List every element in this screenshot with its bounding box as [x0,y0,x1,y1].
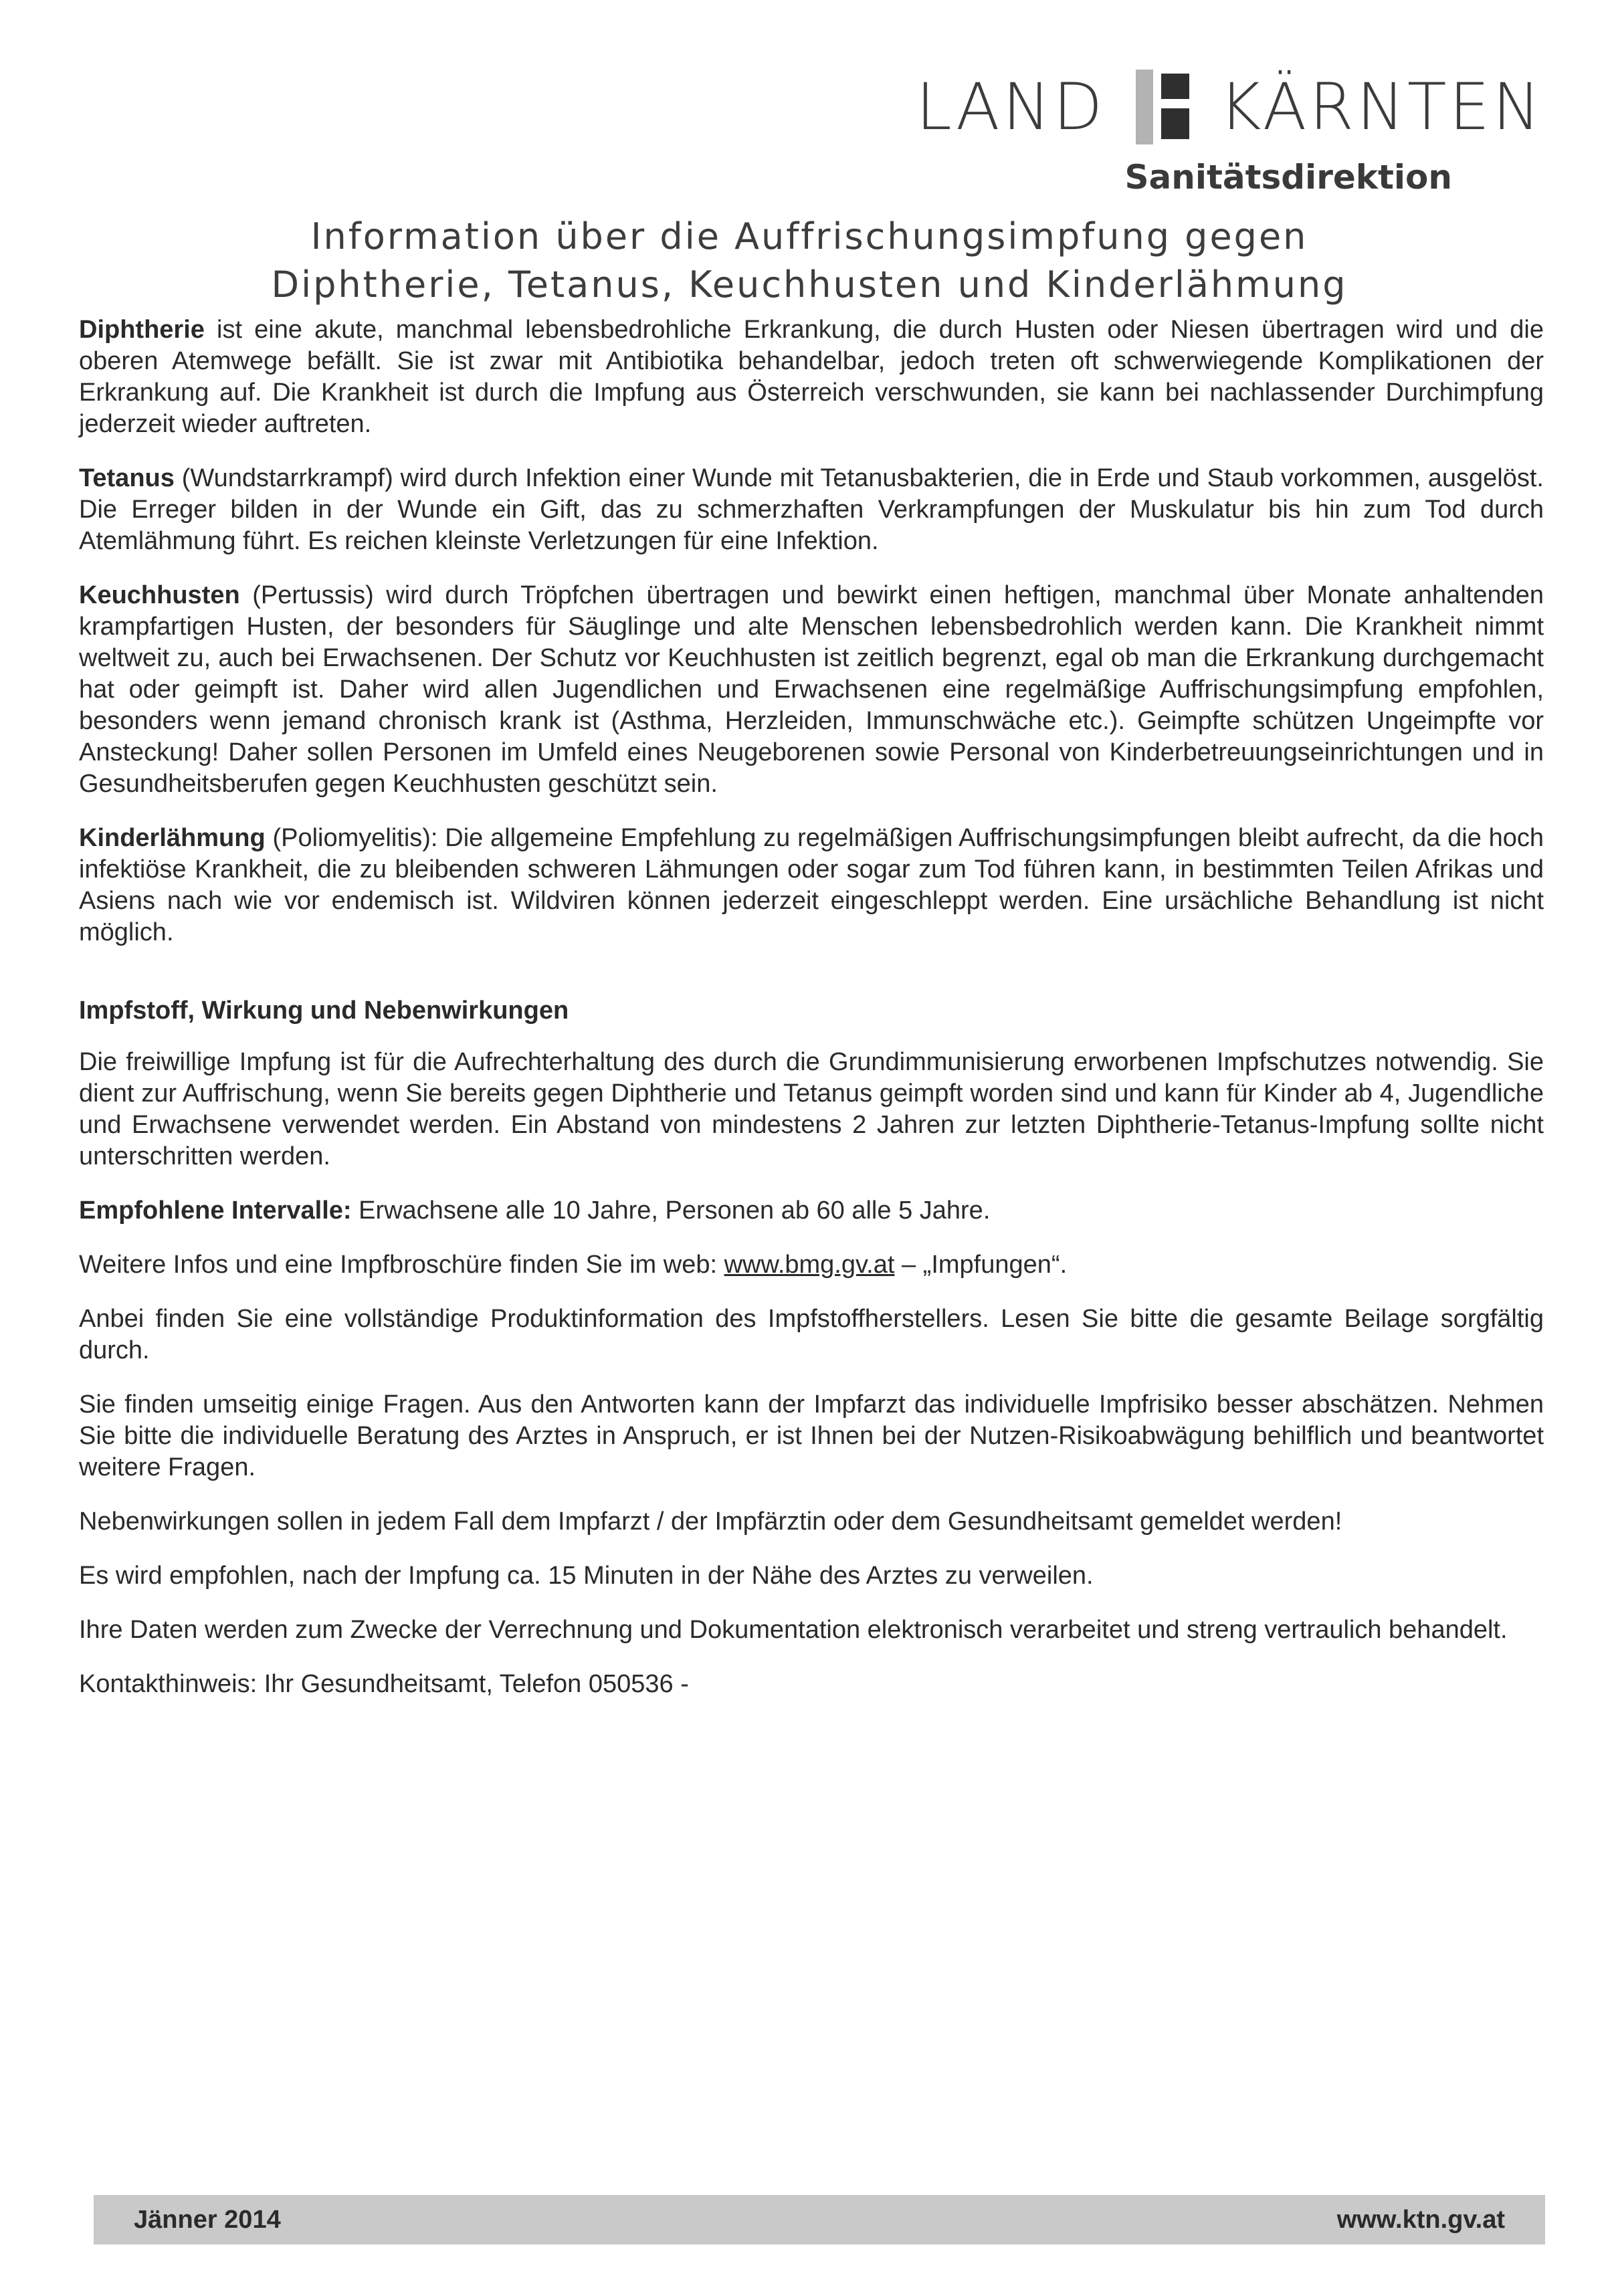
text-keuchhusten: (Pertussis) wird durch Tröpfchen übertragen und bewirkt einen heftigen, manchmal über Monate anhaltenden krampfartigen Husten, der besonders für Säuglinge und alte Menschen lebensbedrohlich werden kann. Die Krankheit nimmt weltweit zu, auch bei Erwachsenen. Der Schutz vor Keuchhusten ist zeitlich begrenzt, egal ob man die Erkrankung durchgemacht hat oder geimpft ist. Daher wird allen Jugendlichen und Erwachsenen eine regelmäßige Auffrischungsimpfung empfohlen, besonders wenn jemand chronisch krank ist (Asthma, Herzleiden, Immunschwäche etc.). Geimpfte schützen Ungeimpfte vor Ansteckung! Daher sollen Personen im Umfeld eines Neugeborenen sowie Personal von Kinderbetreuungseinrichtungen und in Gesundheitsberufen gegen Keuchhusten geschützt sein. [79,581,1544,798]
department-name: Sanitätsdirektion [1124,158,1452,197]
title-line-1: Information über die Auffrischungsimpfung gegen [310,215,1308,257]
text-tetanus: (Wundstarrkrampf) wird durch Infektion einer Wunde mit Tetanusbakterien, die in Erde und Staub vorkommen, ausgelöst. Die Erreger bilden in der Wunde ein Gift, das zu schmerzhaften Verkrampfungen der Muskulatur bis hin zum Tod durch Atemlähmung führt. Es reichen kleinste Verletzungen für eine Infektion. [79,464,1544,555]
footer-bar [94,2195,1545,2245]
more-info-suffix: – „Impfungen“. [894,1251,1068,1279]
paragraph-vaccine-intro: Die freiwillige Impfung ist für die Aufrechterhaltung des durch die Grundimmunisierung erworbenen Impfschutzes notwendig. Sie dient zur Auffrischung, wenn Sie bereits gegen Diphtherie und Tetanus geimpft worden sind und kann für Kinder ab 4, Jugendliche und Erwachsene verwendet werden. Ein Abstand von mindestens 2 Jahren zur letzten Diphtherie-Tetanus-Impfung sollte nicht unterschritten werden. [79,1048,1544,1170]
section-heading-vaccine: Impfstoff, Wirkung und Nebenwirkungen [79,997,569,1025]
term-keuchhusten: Keuchhusten [79,581,240,609]
paragraph-more-info [79,1249,1544,1281]
logo-text-land: LAND [916,70,1106,144]
paragraph-keuchhusten [79,580,1544,800]
paragraph-wait: Es wird empfohlen, nach der Impfung ca. 15 Minuten in der Nähe des Arztes zu verweilen. [79,1562,1094,1590]
paragraph-product-info: Anbei finden Sie eine vollständige Produktinformation des Impfstoffherstellers. Lesen Sie bitte die gesamte Beilage sorgfältig durch. [79,1305,1544,1364]
bmg-link[interactable]: www.bmg.gv.at [724,1251,895,1279]
more-info-prefix: Weitere Infos und eine Impfbroschüre finden Sie im web: [79,1251,724,1279]
logo-text-kaernten: KÄRNTEN [1219,70,1543,144]
paragraph-tetanus [79,463,1544,557]
term-diphtherie: Diphtherie [79,316,205,344]
document-body [79,314,1544,1723]
title-line-2: Diphtherie, Tetanus, Keuchhusten und Kinderlähmung [271,264,1348,306]
intervals-label: Empfohlene Intervalle: [79,1196,352,1225]
footer-date: Jänner 2014 [134,2205,281,2234]
paragraph-data-privacy: Ihre Daten werden zum Zwecke der Verrechnung und Dokumentation elektronisch verarbeitet und streng vertraulich behandelt. [79,1616,1508,1644]
paragraph-kinderlaehmung [79,823,1544,948]
logo-mark-icon [1136,70,1193,144]
paragraph-contact: Kontakthinweis: Ihr Gesundheitsamt, Telefon 050536 - [79,1670,689,1698]
paragraph-side-effects: Nebenwirkungen sollen in jedem Fall dem Impfarzt / der Impfärztin oder dem Gesundheitsamt gemeldet werden! [79,1507,1342,1536]
document-title [201,213,1418,309]
footer-url[interactable]: www.ktn.gv.at [1336,2205,1505,2234]
paragraph-intervals [79,1195,1544,1227]
paragraph-questions: Sie finden umseitig einige Fragen. Aus den Antworten kann der Impfarzt das individuelle Impfrisiko besser abschätzen. Nehmen Sie bitte die individuelle Beratung des Arztes in Anspruch, er ist Ihnen bei der Nutzen-Risikoabwägung behilflich und beantwortet weitere Fragen. [79,1390,1544,1481]
term-kinderlaehmung: Kinderlähmung [79,824,266,852]
text-diphtherie: ist eine akute, manchmal lebensbedrohliche Erkrankung, die durch Husten oder Niesen übertragen wird und die oberen Atemwege befällt. Sie ist zwar mit Antibiotika behandelbar, jedoch treten oft schwerwiegende Komplikationen der Erkrankung auf. Die Krankheit ist durch die Impfung aus Österreich verschwunden, sie kann bei nachlassender Durchimpfung jederzeit wieder auftreten. [79,316,1544,438]
paragraph-diphtherie [79,314,1544,440]
text-kinderlaehmung: (Poliomyelitis): Die allgemeine Empfehlung zu regelmäßigen Auffrischungsimpfungen bleibt aufrecht, da die hoch infektiöse Krankheit, die zu bleibenden schweren Lähmungen oder sogar zum Tod führen kann, in bestimmten Teilen Afrikas und Asiens nach wie vor endemisch ist. Wildviren können jederzeit eingeschleppt werden. Eine ursächliche Behandlung ist nicht möglich. [79,824,1544,946]
term-tetanus: Tetanus [79,464,175,492]
land-kaernten-logo [916,67,1543,147]
intervals-text: Erwachsene alle 10 Jahre, Personen ab 60 alle 5 Jahre. [351,1196,991,1225]
